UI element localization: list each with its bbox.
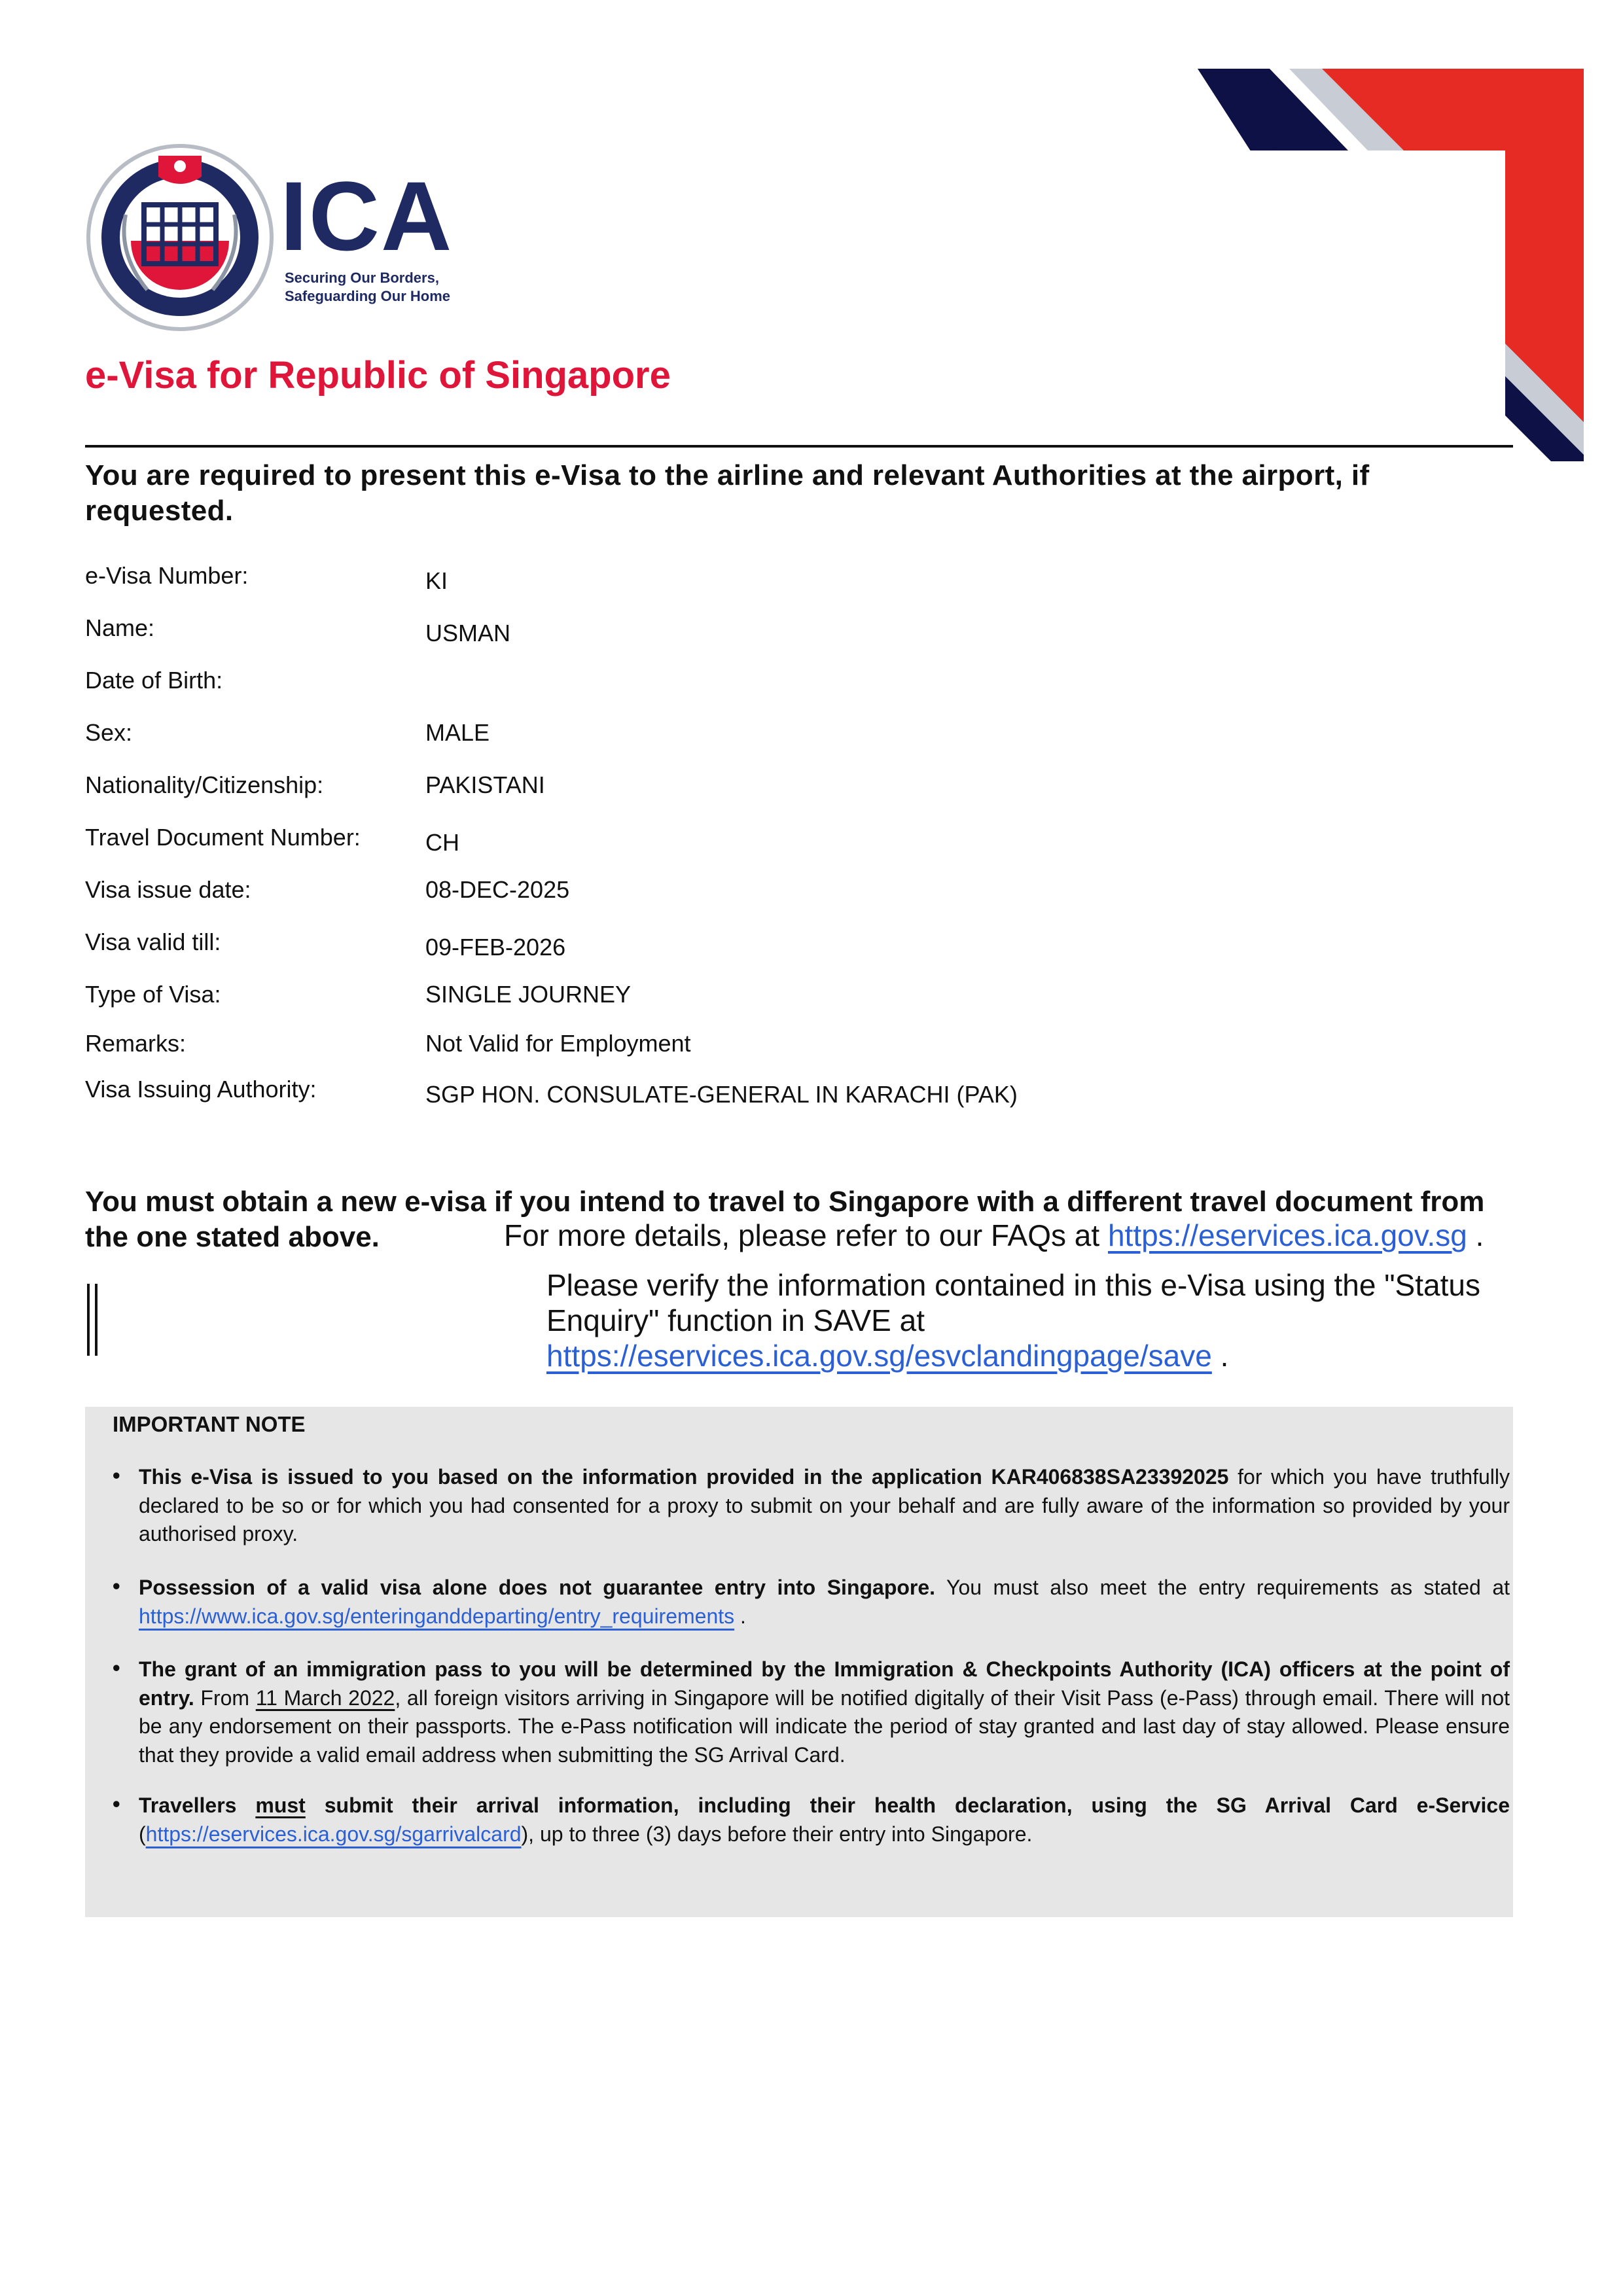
bullet-4: • bbox=[113, 1792, 120, 1816]
field-value-name: USMAN bbox=[425, 620, 511, 646]
verify-end: . bbox=[1220, 1338, 1229, 1373]
note-4-open: ( bbox=[139, 1822, 146, 1846]
note-2-bold: Possession of a valid visa alone does not guarantee entry into Singapore. bbox=[139, 1576, 936, 1599]
tagline-line-2: Safeguarding Our Home bbox=[285, 288, 451, 304]
faq-link[interactable]: https://eservices.ica.gov.sg bbox=[1107, 1218, 1467, 1252]
field-label-issuing-authority: Visa Issuing Authority: bbox=[85, 1076, 317, 1103]
sg-arrival-card-link[interactable]: https://eservices.ica.gov.sg/sgarrivalcard bbox=[145, 1822, 522, 1846]
save-link[interactable]: https://eservices.ica.gov.sg/esvclandingpage/save bbox=[546, 1338, 1212, 1373]
note-3-pre: From bbox=[200, 1686, 250, 1710]
corner-decoration bbox=[1198, 69, 1590, 461]
double-bar-right bbox=[95, 1284, 98, 1356]
verify-text: Please verify the information contained in this e-Visa using the "Status Enquiry" function in SAVE at bbox=[546, 1268, 1480, 1337]
field-label-remarks: Remarks: bbox=[85, 1030, 187, 1057]
note-1 bbox=[139, 1463, 1510, 1549]
field-label-visa-type: Type of Visa: bbox=[85, 981, 221, 1008]
new-evisa-notice: You must obtain a new e-visa if you intend to travel to Singapore with a different travel document from the one stated above. bbox=[85, 1186, 1485, 1253]
faq-line bbox=[504, 1219, 1484, 1252]
note-2-rest: You must also meet the entry requirements as stated at bbox=[946, 1576, 1510, 1599]
bullet-3: • bbox=[113, 1655, 120, 1680]
field-value-issue-date: 08-DEC-2025 bbox=[425, 876, 570, 903]
note-4-must: must bbox=[255, 1793, 306, 1817]
field-value-issuing-authority: SGP HON. CONSULATE-GENERAL IN KARACHI (PAK) bbox=[425, 1081, 1018, 1108]
ica-emblem-icon bbox=[85, 143, 275, 332]
note-3 bbox=[139, 1655, 1510, 1769]
field-value-valid-till: 09-FEB-2026 bbox=[425, 934, 566, 961]
application-number: KAR406838SA23392025 bbox=[991, 1465, 1229, 1489]
note-4-rest: ), up to three (3) days before their entry into Singapore. bbox=[521, 1822, 1033, 1846]
note-4-bold-b: submit their arrival information, including their health declaration, using the SG Arrival Card e-Service bbox=[324, 1793, 1510, 1817]
field-label-evisa-number: e-Visa Number: bbox=[85, 562, 249, 589]
note-3-rest: , all foreign visitors arriving in Singapore will be notified digitally of their Visit Pass (e-Pass) through email. There will not be any endorsement on their passports. The e-Pass notification will indicate the period of stay granted and last day of stay allowed. Please ensure that they provide a valid email address when submitting the SG Arrival Card. bbox=[139, 1686, 1510, 1767]
verify-block bbox=[546, 1268, 1515, 1373]
field-label-nationality: Nationality/Citizenship: bbox=[85, 771, 324, 798]
faq-end: . bbox=[1475, 1218, 1484, 1252]
bullet-2: • bbox=[113, 1574, 120, 1598]
field-label-date-of-birth: Date of Birth: bbox=[85, 667, 223, 694]
field-value-visa-type: SINGLE JOURNEY bbox=[425, 981, 632, 1008]
present-notice: You are required to present this e-Visa to the airline and relevant Authorities at the airport, if requested. bbox=[85, 459, 1370, 527]
note-3-bold: The grant of an immigration pass to you will be determined by the Immigration & Checkpoints Authority (ICA) officers at the point of entry. bbox=[139, 1657, 1510, 1710]
important-note-heading: IMPORTANT NOTE bbox=[113, 1412, 306, 1436]
note-2-end: . bbox=[740, 1604, 746, 1628]
note-2 bbox=[139, 1574, 1510, 1631]
note-3-date: 11 March 2022 bbox=[255, 1686, 395, 1710]
field-label-sex: Sex: bbox=[85, 719, 133, 746]
note-4-bold-a: Travellers bbox=[139, 1793, 237, 1817]
title-divider bbox=[85, 445, 1513, 448]
field-label-issue-date: Visa issue date: bbox=[85, 876, 251, 903]
faq-text: For more details, please refer to our FAQs at bbox=[504, 1218, 1100, 1252]
note-1-bold: This e-Visa is issued to you based on the information provided in the application bbox=[139, 1465, 982, 1489]
field-label-valid-till: Visa valid till: bbox=[85, 928, 221, 955]
entry-requirements-link[interactable]: https://www.ica.gov.sg/enteringanddeparting/entry_requirements bbox=[139, 1604, 735, 1628]
field-value-nationality: PAKISTANI bbox=[425, 771, 545, 798]
double-bar-left bbox=[87, 1284, 90, 1356]
document-title: e-Visa for Republic of Singapore bbox=[85, 354, 671, 397]
field-label-travel-document: Travel Document Number: bbox=[85, 824, 361, 851]
field-value-travel-document: CH bbox=[425, 829, 459, 856]
bullet-1: • bbox=[113, 1463, 120, 1487]
field-value-sex: MALE bbox=[425, 719, 490, 746]
tagline-line-1: Securing Our Borders, bbox=[285, 270, 439, 286]
field-label-name: Name: bbox=[85, 614, 155, 641]
ica-logo-text: ICA bbox=[280, 161, 454, 271]
field-value-evisa-number: KI bbox=[425, 567, 448, 594]
note-4 bbox=[139, 1792, 1510, 1848]
field-value-remarks: Not Valid for Employment bbox=[425, 1030, 691, 1057]
note-1-rest: for which you have truthfully declared to be so or for which you had consented for a proxy to submit on your behalf and are fully aware of the information so provided by your authorised proxy. bbox=[139, 1465, 1510, 1546]
